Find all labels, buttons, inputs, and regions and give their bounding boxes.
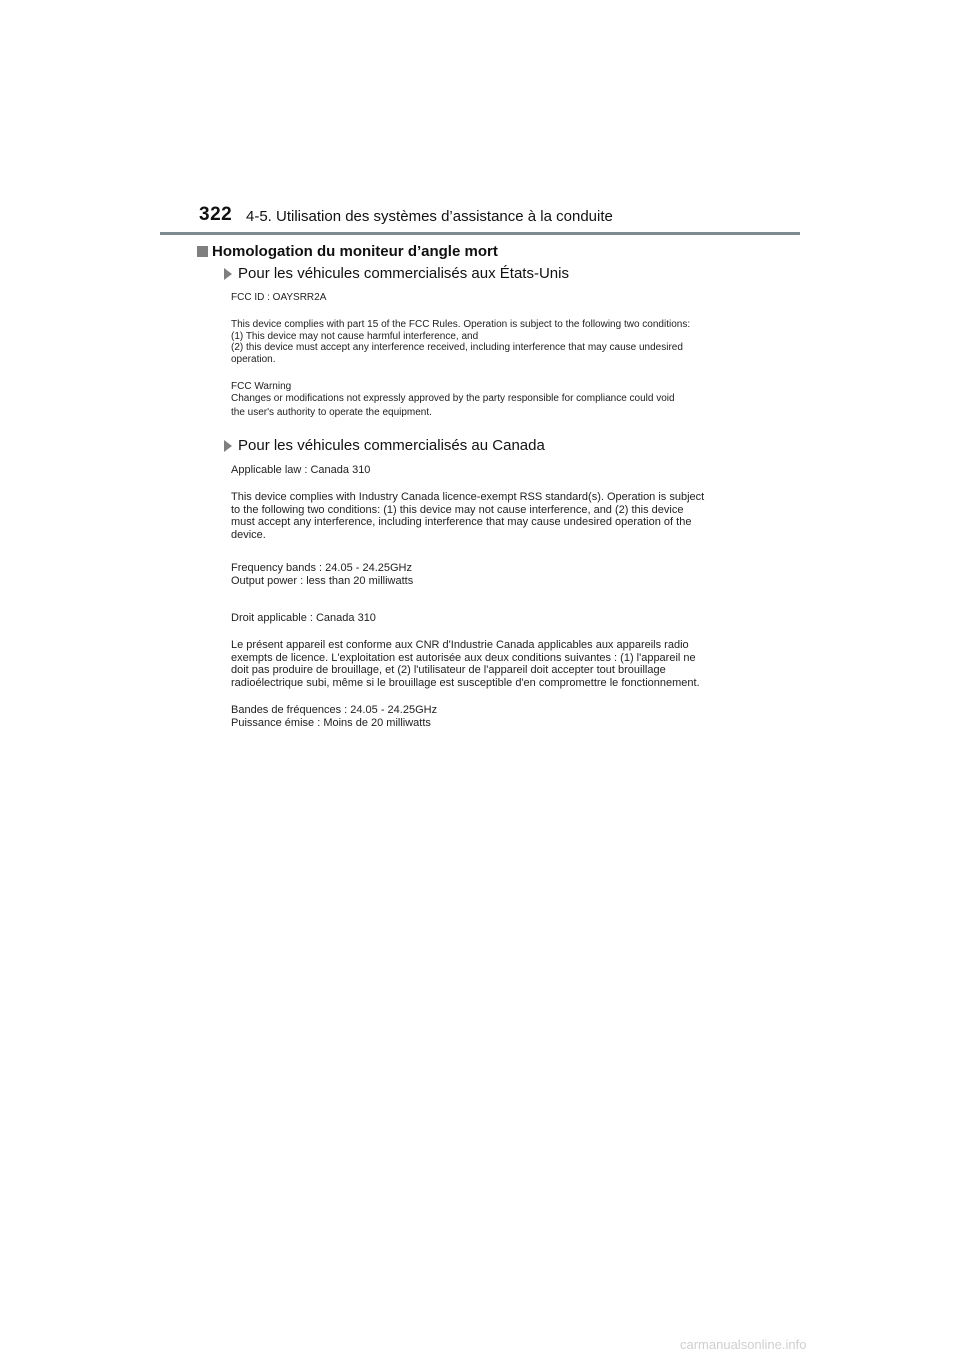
canada-compliance-fr-line: exempts de licence. L'exploitation est autorisée aux deux conditions suivantes : (1) l'appareil ne [231, 651, 696, 664]
canada-compliance-line: device. [231, 528, 266, 541]
section-heading [197, 243, 498, 260]
fcc-compliance-line: (2) this device must accept any interference received, including interference that may cause undesired [231, 342, 683, 353]
frequency-bands: Frequency bands : 24.05 - 24.25GHz [231, 562, 412, 574]
bandes-frequences: Bandes de fréquences : 24.05 - 24.25GHz [231, 704, 438, 716]
arrow-bullet-icon [224, 268, 232, 280]
fcc-compliance-line: operation. [231, 353, 276, 365]
subheading-us [224, 265, 569, 282]
header-rule [160, 232, 800, 235]
canada-compliance-fr-line: doit pas produire de brouillage, et (2) l'utilisateur de l'appareil doit accepter tout brouillage [231, 664, 666, 676]
fcc-compliance-line: (1) This device may not cause harmful interference, and [231, 330, 479, 342]
canada-law-fr: Droit applicable : Canada 310 [231, 612, 376, 624]
arrow-bullet-icon [224, 440, 232, 452]
puissance-emise: Puissance émise : Moins de 20 milliwatts [231, 716, 431, 729]
subheading-canada [224, 437, 545, 454]
canada-specs-fr [231, 704, 437, 729]
canada-compliance-line: to the following two conditions: (1) this device may not cause interference, and (2) this device [231, 503, 684, 516]
fcc-warning-line: the user's authority to operate the equipment. [231, 407, 432, 418]
subheading-canada-text: Pour les véhicules commercialisés au Canada [238, 437, 545, 454]
subheading-us-text: Pour les véhicules commercialisés aux États-Unis [238, 265, 569, 282]
section-heading-text: Homologation du moniteur d’angle mort [212, 243, 498, 260]
canada-compliance-line: This device complies with Industry Canada licence-exempt RSS standard(s). Operation is subject [231, 491, 705, 503]
canada-compliance-fr-line: radioélectrique subi, même si le brouillage est susceptible d'en compromettre le fonctionnement. [231, 676, 700, 689]
output-power: Output power : less than 20 milliwatts [231, 574, 414, 587]
fcc-warning-title: FCC Warning [231, 381, 292, 392]
canada-specs-en [231, 562, 413, 587]
square-bullet-icon [197, 246, 208, 257]
fcc-id: FCC ID : OAYSRR2A [231, 292, 327, 303]
footer-watermark: carmanualsonline.info [680, 1337, 807, 1352]
canada-compliance-en [231, 491, 704, 541]
canada-compliance-fr-line: Le présent appareil est conforme aux CNR d'Industrie Canada applicables aux appareils radio [231, 639, 689, 651]
canada-law-en: Applicable law : Canada 310 [231, 464, 371, 476]
fcc-warning [231, 381, 675, 419]
fcc-compliance [231, 319, 690, 365]
canada-compliance-line: must accept any interference, including interference that may cause undesired operation of the [231, 516, 692, 528]
fcc-compliance-line: This device complies with part 15 of the FCC Rules. Operation is subject to the following two conditions: [231, 319, 691, 330]
page-number: 322 [199, 204, 233, 225]
canada-compliance-fr [231, 639, 700, 689]
chapter-title: 4-5. Utilisation des systèmes d’assistance à la conduite [246, 208, 613, 225]
fcc-warning-line: Changes or modifications not expressly approved by the party responsible for compliance could void [231, 392, 675, 404]
